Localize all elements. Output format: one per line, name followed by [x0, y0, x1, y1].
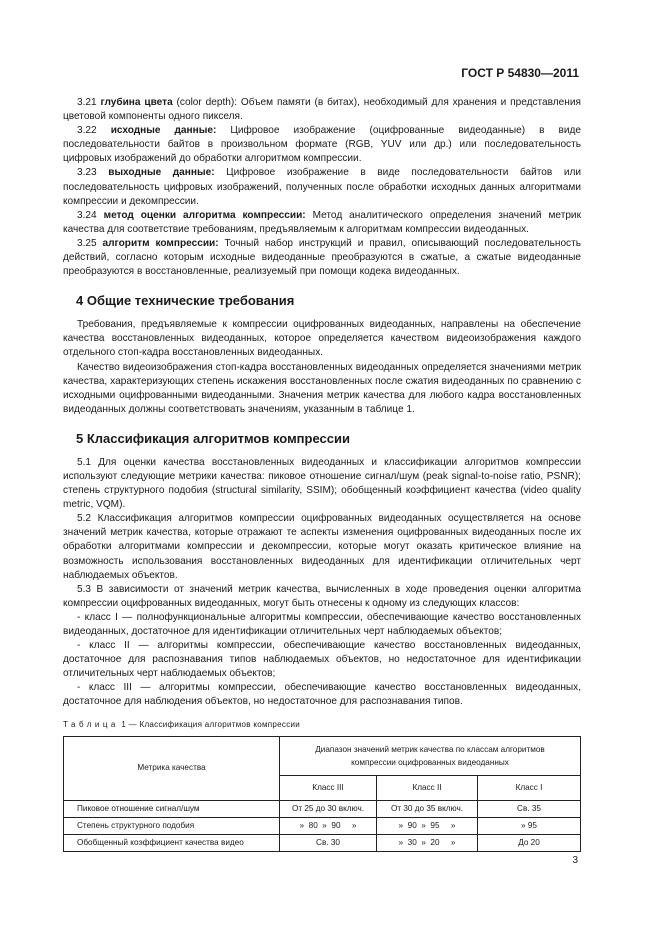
section-4-paragraph: Требования, предъявляемые к компрессии оцифрованных видеоданных, направлены на обеспечение качества восстановленных видеоданных, которое определяется качеством видеоизображения каждого отдельного стоп-кадра восстановленных видеоданных. — [63, 319, 581, 359]
header-class-ii: Класс II — [377, 775, 478, 800]
table-row — [64, 817, 581, 834]
metric-name: Обобщенный коэффициент качества видео — [64, 834, 280, 851]
value-class-i: Св. 35 — [478, 800, 581, 817]
metric-name: Степень структурного подобия — [64, 817, 280, 834]
table-caption — [63, 720, 581, 730]
table-row — [64, 834, 581, 851]
document-number: ГОСТ Р 54830—2011 — [461, 66, 579, 80]
class-list-item: - класс I — полнофункциональные алгоритмы компрессии, обеспечивающие качество восстановленных видеоданных, достаточное для идентификации отличительных черт наблюдаемых объектов; — [63, 611, 581, 637]
section-5-title: 5 Классификация алгоритмов компрессии — [76, 430, 350, 446]
term: алгоритм компрессии: — [102, 237, 219, 249]
header-class-i: Класс I — [478, 775, 581, 800]
definition-text: Метод аналитического определения значений метрик качества для соответствие требованиям, предъявляемым к алгоритмам компрессии видеоданных. — [63, 209, 581, 235]
section-5-paragraph: 5.1 Для оценки качества восстановленных видеоданных и классификации алгоритмов компрессии используют следующие метрики качества: пиковое отношение сигнал/шум (peak signal-to-noise ratio, PSNR); степень структурного подобия (structural similarity, SSIM); обобщенный коэффициент качества (video quality metric, VQM). — [63, 456, 581, 511]
table-caption-label: Таблица — [63, 719, 119, 729]
definition-3-21 — [63, 96, 581, 124]
classification-table — [63, 736, 581, 852]
value-class-ii: » 30 » 20 » — [377, 834, 478, 851]
value-class-iii: От 25 до 30 включ. — [280, 800, 377, 817]
term: исходные данные: — [110, 125, 217, 137]
header-metric: Метрика качества — [64, 736, 280, 800]
header-class-iii: Класс III — [280, 775, 377, 800]
class-list-item: - класс III — алгоритмы компрессии, обеспечивающие качество восстановленных видеоданных, достаточное для наблюдения объектов, но недостаточное для распознавания типов. — [63, 682, 581, 708]
table-row — [64, 800, 581, 817]
section-4-title: 4 Общие технические требования — [76, 293, 295, 309]
definition-3-23 — [63, 166, 581, 208]
clause-number: 3.23 — [77, 167, 97, 179]
page-number: 3 — [572, 855, 578, 866]
value-class-i: До 20 — [478, 834, 581, 851]
section-4-paragraph: Качество видеоизображения стоп-кадра восстановленных видеоданных определяется значениями метрик качества, характеризующих степень искажения восстановленных после сжатия видеоданных по сравнению с исходными оцифрованными видеоданными. Значения метрик качества для любого кадра восстановленных видеоданных должны соответствовать значениям, указанным в таблице 1. — [63, 361, 581, 415]
definition-text: Цифровое изображение (оцифрованные видеоданные) в виде последовательности байтов в произвольном формате (RGB, YUV или др.) или последовательность цифровых изображений до обработки алгоритмом компрессии. — [63, 125, 582, 165]
value-class-iii: Св. 30 — [280, 834, 377, 851]
section-5-paragraph: 5.2 Классификация алгоритмов компрессии оцифрованных видеоданных осуществляется на основе значений метрик качества, которые отражают те аспекты изменения оцифрованных видеоданных после их обработки алгоритмами компрессии и декомпрессии, которые могут оказать критическое влияние на возможность использования восстановленных видеоданных для идентификации отличительных черт наблюдаемых объектов. — [63, 513, 581, 581]
class-list-item: - класс II — алгоритмы компрессии, обеспечивающие качество восстановленных видеоданных, достаточное для распознавания типов наблюдаемых объектов, но недостаточное для идентификации отличительных черт наблюдаемых объектов; — [63, 640, 581, 680]
metric-name: Пиковое отношение сигнал/шум — [64, 800, 280, 817]
term: выходные данные: — [108, 167, 215, 179]
definition-3-25 — [63, 237, 581, 279]
value-class-i: » 95 — [478, 817, 581, 834]
table-caption-title: 1 — Классификация алгоритмов компрессии — [118, 719, 301, 729]
value-class-ii: » 90 » 95 » — [377, 817, 478, 834]
clause-number: 3.25 — [77, 237, 97, 249]
term: глубина цвета — [100, 97, 173, 108]
clause-number: 3.21 — [77, 97, 97, 108]
definition-3-22 — [63, 124, 581, 166]
section-5-paragraph: 5.3 В зависимости от значений метрик качества, вычисленных в ходе проведения оценки алгоритма компрессии оцифрованных видеоданных, могут быть отнесены к одному из следующих классов: — [63, 583, 581, 609]
header-range: Диапазон значений метрик качества по классам алгоритмов компрессии оцифрованных видеоданных — [280, 736, 581, 775]
clause-number: 3.24 — [77, 209, 97, 221]
clause-number: 3.22 — [77, 125, 97, 137]
definition-text: Цифровое изображение в виде последовательности байтов или последовательность цифровых изображений, полученных после обработки исходных данных алгоритмами компрессии и декомпрессии. — [63, 167, 581, 207]
definition-text: (color depth): Объем памяти (в битах), необходимый для хранения и представления цветовой компоненты одного пикселя. — [63, 97, 581, 123]
value-class-ii: От 30 до 35 включ. — [377, 800, 478, 817]
value-class-iii: » 80 » 90 » — [280, 817, 377, 834]
page-content — [63, 96, 581, 852]
term: метод оценки алгоритма компрессии: — [103, 209, 306, 221]
definition-3-24 — [63, 209, 581, 237]
definition-text: Точный набор инструкций и правил, описывающий последовательность действий, согласно которым исходные видеоданные преобразуются в сжатые, а сжатые видеоданные преобразуются в восстановленные, реализуемый при помощи кодека видеоданных. — [63, 237, 581, 278]
